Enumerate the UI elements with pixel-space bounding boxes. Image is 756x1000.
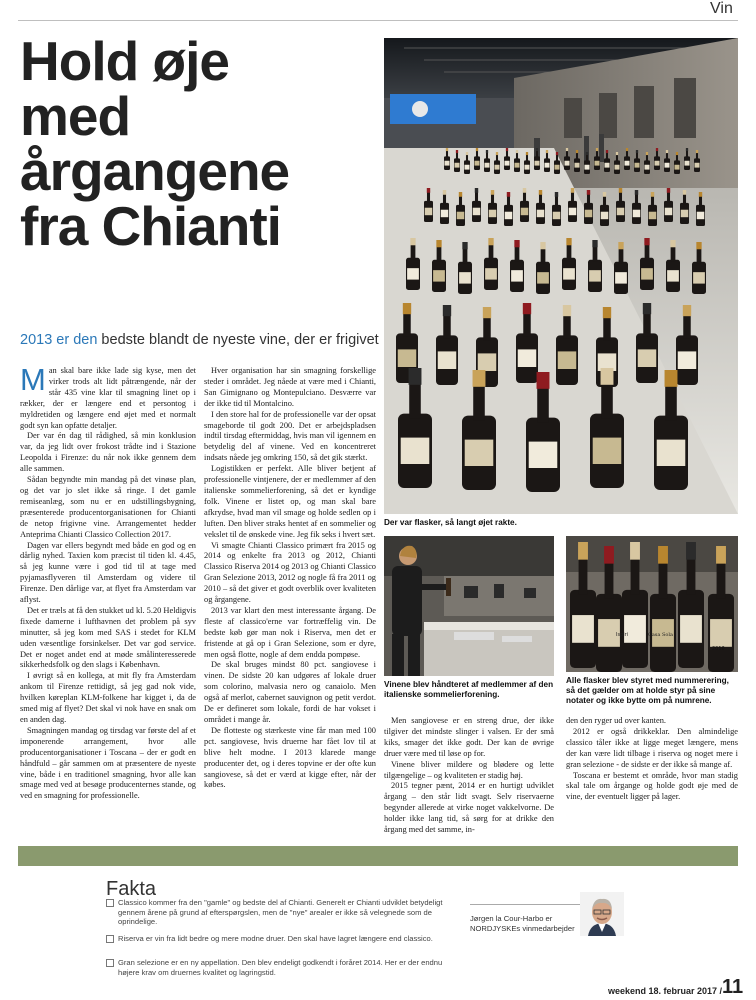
author-line: NORDJYSKEs vinmedarbejder — [470, 924, 575, 933]
author-byline — [470, 914, 590, 934]
subheadline-text: bedste blandt de nyeste vine, der er frigivet — [97, 332, 379, 348]
checkbox-icon — [106, 959, 114, 967]
header-divider — [18, 20, 738, 21]
bottles-photo-caption: Alle flasker blev styret med nummerering, så det gælder om at holde styr på sine notater og ikke bytte om på numrene. — [566, 676, 729, 705]
drop-cap: M — [20, 362, 46, 397]
headline-line: fra Chianti — [20, 195, 281, 257]
body-paragraph: Hver organisation har sin smagning forskellige steder i området. Jeg nåede at være med i Chianti, San Gimignano og Montepulciano. Desværre var der ikke tid til Montalcino. — [204, 366, 376, 408]
subheadline — [20, 332, 380, 348]
body-paragraph: De flotteste og stærkeste vine får man med 100 pct. sangiovese, hvis druerne har fået lov til at blive helt modne. I 2013 klarede mange producenter det, og i deres topvine er der ofte kun sangiovese, så det er værd at kigge efter, når der købes. — [204, 725, 376, 790]
body-column-1 — [20, 362, 196, 802]
body-paragraph: Logistikken er perfekt. Alle bliver betjent af professionelle vintjenere, der er medlemmer af den italienske sommelierforening, så det er kyndige folk. Vinene er listet op, og man skal bare afkrydse, hvad man vil smage og holde sedlen op i luften. Den bliver straks hentet af en sommelier og vekslet til de ønskede vine. Jeg fik seks i hvert sæt. — [204, 464, 376, 539]
body-paragraph: I den store hal for de professionelle var der opsat smageborde til godt 200. Det er arbejdspladsen indtil tirsdag eftermiddag, hvis man vil igennem en betydelig del af vinene. Ved en koncentreret indsats nåede jeg omkring 150, så det gik stærkt. — [204, 409, 376, 463]
checkbox-icon — [106, 935, 114, 943]
body-paragraph: Men sangiovese er en streng drue, der ikke tilgiver det mindste slinger i valsen. Er der små kiks, smager det ikke godt. Der kan de øvrige druer være med til løse op for. — [384, 716, 554, 758]
page-number: 11 — [722, 976, 744, 998]
body-paragraph: Smagningen mandag og tirsdag var første del af et imponerende arrangement, hvor alle producentorganisationer i Toscana – der er godt en håndfuld – går sammen om at præsentere de nyeste vine, både i en traditionel smagning, hvor alle kan smage med ved at besøge producenternes stande, og ved en smagning for professionelle. — [20, 725, 196, 801]
checkbox-icon — [106, 899, 114, 907]
main-photo — [384, 38, 738, 514]
body-paragraph: Det er træls at få den stukket ud kl. 5.20 Heldigvis fixede damerne i lufthavnen det problem på syv minutter, så jeg kom med SAS i stedet for KLM uden væsentlige forsinkelser. Det var god service. Det er noget andet end at møde smålinteresserede sikkerhedsfolk og den slags i København. — [20, 605, 196, 670]
body-paragraph: I øvrigt så en kollega, at mit fly fra Amsterdam ankom til Firenze rettidigt, så jeg gad nok vide, hvilken køreplan KLM-folkene har kigget i, da de smed mig af flyet? Det skal vi nok have en snak om en anden dag. — [20, 671, 196, 724]
wine-hall-photo — [384, 38, 738, 514]
body-paragraph: 2013 var klart den mest interessante årgang. De fleste af classico'erne var fortræffelig vin. De bedste køb gør man nok i Riserva, men det er fristende at gå op i Gran Selezione, som er dyre, men også flotte, nogle af dem endda pompøse. — [204, 605, 376, 659]
bottles-photo — [566, 536, 738, 672]
bottle-number-label: 2016 — [712, 646, 725, 652]
body-paragraph: Sådan begyndte min mandag på det vinøse plan, og det var jo slet ikke så ringe. I det gamle remiseanlæg, som nu er en udstillingsbygning, præsenterede producentorganisationen for Chianti de netop frigivne vine. Arrangementet hedder Anteprima Chianti Classico Collection 2017. — [20, 475, 196, 539]
footer-date: weekend 18. februar 2017 / — [608, 986, 723, 996]
sommelier-photo-image — [384, 536, 554, 676]
section-label: Vin — [710, 0, 733, 17]
bottle-label-2: Casa Sola — [648, 632, 673, 638]
author-divider — [470, 904, 582, 905]
body-paragraph: den den ryger ud over kanten. — [566, 716, 666, 725]
body-paragraph: De skal bruges mindst 80 pct. sangiovese i vinen. De sidste 20 kan udgøres af lokale druer som colorino, malvasia nero og canaiolo. Men også af merlot, cabernet sauvignon og petit verdot. De er defineret som lokale, fordi de har vokset i området i mange år. — [204, 660, 376, 724]
bottle-label-1: Ispiri — [616, 632, 629, 638]
fakta-item-text: Riserva er vin fra lidt bedre og mere modne druer. Den skal have lagret længere end classico. — [118, 934, 433, 943]
fakta-item — [106, 898, 462, 927]
body-paragraph — [20, 362, 196, 431]
body-paragraph: Vinene bliver mildere og blødere og lette tilgængelige – og kvaliteten er stadig høj. — [384, 759, 554, 780]
fakta-item-text: Gran selezione er en ny appellation. Den blev endeligt godkendt i foråret 2014. Her er der endnu højere krav om druernes kvalitet og lagringstid. — [118, 958, 443, 977]
headline-line: med — [20, 85, 131, 147]
body-paragraph: Toscana er bestemt et område, hvor man stadig skal tale om årgange og holde godt øje med de vine, der eventuelt ligger på lager. — [566, 770, 738, 802]
sommelier-photo-caption: Vinene blev håndteret af medlemmer af den italienske sommelierforening. — [384, 680, 554, 699]
body-paragraph: Der var én dag til rådighed, så min konklusion var, da jeg lidt over frokost trådte ind i Stazione Leopolda i Firenze: du når nok ikke gennem dem alle sammen. — [20, 431, 196, 474]
body-paragraph: 2015 tegner pænt, 2014 er en hurtigt udviklet årgang – den står lidt svagt. Selv riservaerne begynder allerede at virke noget vakkelvorne. De holder ikke lang tid, så sørg for at drikke den årgang med det samme, in- — [384, 781, 554, 835]
body-paragraph: 2012 er også drikkeklar. Den almindelige classico tåler ikke at ligge meget længere, mens der kan være lidt tilbage i riserva og noget mere i gran selezione - de sidste er der ikke så mange af. — [566, 726, 738, 769]
fakta-item — [106, 958, 462, 977]
paragraph-text: an skal bare ikke lade sig kyse, men det virker trods alt lidt påtrængende, når der står 435 vine klar til smagning linet op i rækker, der er længere end et persontog i myldretiden og længere end øjet med et normalt godt syn kan opfatte detaljer. — [20, 366, 196, 430]
bottles-photo-image — [566, 536, 738, 672]
subheadline-accent: 2013 er den — [20, 332, 98, 348]
fakta-item — [106, 934, 462, 944]
fakta-band — [18, 846, 738, 866]
fakta-title: Fakta — [106, 878, 157, 900]
body-column-4 — [566, 716, 738, 803]
body-column-2 — [204, 366, 376, 791]
body-paragraph: Dagen var ellers begyndt med både en god og en dårlig nyhed. Taxien kom præcist til tiden kl. 4.45, så jeg kunne være i god tid til at tage med pyjamasflyveren til Amsterdam og videre til Firenze. Den dårlige var, at flyet fra Amsterdam var aflyst. — [20, 540, 196, 605]
headline-line: Hold øje — [20, 30, 229, 92]
author-portrait — [580, 892, 624, 936]
main-photo-caption: Der var flasker, så langt øjet rakte. — [384, 518, 517, 527]
author-line: Jørgen la Cour-Harbo er — [470, 914, 553, 923]
headline-line: årgangene — [20, 140, 290, 202]
headline — [20, 30, 380, 257]
body-paragraph: Vi smagte Chianti Classico primært fra 2015 og 2014 og enkelte fra 2013 og 2012, Chianti Classico Riserva 2014 og 2013 og Chianti Classico Gran Selezione 2013, 2012 og nogle få fra 2011 og 2010 – så det giver et godt overblik over kvaliteten og årgangene. — [204, 540, 376, 605]
author-portrait-image — [580, 892, 624, 936]
sommelier-photo — [384, 536, 554, 676]
fakta-item-text: Classico kommer fra den "gamle" og bedste del af Chianti. Generelt er Chianti udviklet betydeligt gennem årene på grund af efterspørgslen, men de "nye" arealer er ikke så velegnede som de oprindelige. — [118, 898, 443, 927]
body-column-3 — [384, 716, 554, 836]
